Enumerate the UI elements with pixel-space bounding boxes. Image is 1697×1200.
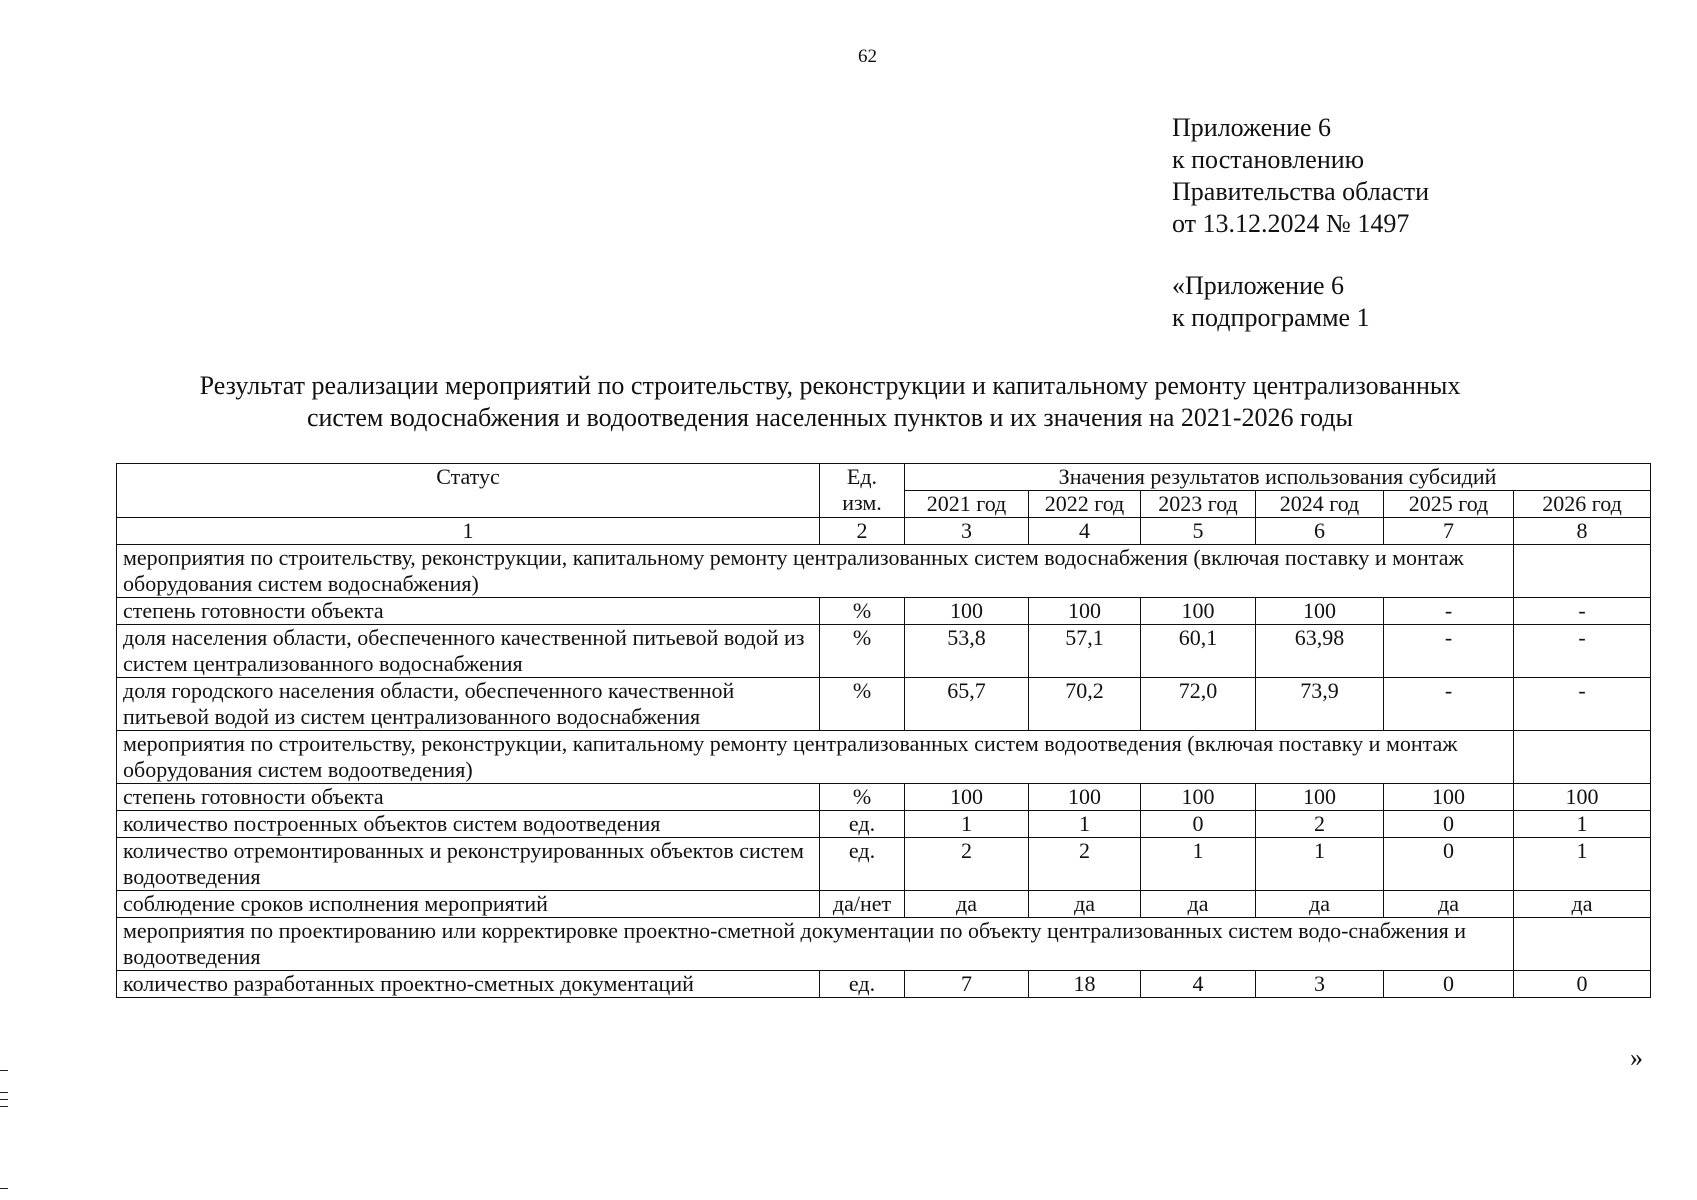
value-cell: - xyxy=(1514,625,1651,678)
appendix-line: «Приложение 6 xyxy=(1172,271,1345,300)
value-cell: 100 xyxy=(1029,784,1141,811)
value-cell: 0 xyxy=(1141,811,1256,838)
value-cell: да xyxy=(1384,891,1514,918)
indicator-name: доля населения области, обеспеченного качественной питьевой водой из систем централизованного водоснабжения xyxy=(117,625,820,678)
value-cell: 1 xyxy=(905,811,1029,838)
value-cell: 100 xyxy=(1141,784,1256,811)
value-cell: 100 xyxy=(905,598,1029,625)
value-cell: 0 xyxy=(1384,838,1514,891)
indicator-name: степень готовности объекта xyxy=(117,784,820,811)
value-cell: - xyxy=(1384,625,1514,678)
value-cell: 7 xyxy=(905,971,1029,998)
header-column-number: 7 xyxy=(1384,518,1514,545)
value-cell: 57,1 xyxy=(1029,625,1141,678)
scan-edge-mark xyxy=(0,1106,8,1107)
table-row xyxy=(117,598,1651,625)
header-year: 2023 год xyxy=(1141,491,1256,518)
unit-cell: % xyxy=(820,784,905,811)
unit-cell: % xyxy=(820,678,905,731)
header-year: 2022 год xyxy=(1029,491,1141,518)
value-cell: да xyxy=(1141,891,1256,918)
value-cell: 100 xyxy=(1384,784,1514,811)
value-cell: 70,2 xyxy=(1029,678,1141,731)
appendix-line: к постановлению xyxy=(1172,145,1365,174)
header-year: 2026 год xyxy=(1514,491,1651,518)
header-values-group: Значения результатов использования субсидий xyxy=(905,464,1651,491)
value-cell: - xyxy=(1514,598,1651,625)
value-cell: 2 xyxy=(1029,838,1141,891)
value-cell: 1 xyxy=(1256,838,1384,891)
value-cell: 73,9 xyxy=(1256,678,1384,731)
header-column-number: 2 xyxy=(820,518,905,545)
value-cell: да xyxy=(1514,891,1651,918)
section-title: мероприятия по проектированию или корректировке проектно-сметной документации по объекту централизованных систем водо-снабжения и водоотведения xyxy=(117,918,1514,971)
unit-cell: % xyxy=(820,598,905,625)
section-empty-cell xyxy=(1514,918,1651,971)
value-cell: 53,8 xyxy=(905,625,1029,678)
closing-quote: » xyxy=(1630,1043,1643,1072)
table-row xyxy=(117,678,1651,731)
header-column-number: 5 xyxy=(1141,518,1256,545)
indicator-name: степень готовности объекта xyxy=(117,598,820,625)
value-cell: 18 xyxy=(1029,971,1141,998)
appendix-line: Правительства области xyxy=(1172,177,1430,206)
value-cell: 0 xyxy=(1384,811,1514,838)
indicator-name: количество отремонтированных и реконструированных объектов систем водоотведения xyxy=(117,838,820,891)
value-cell: 100 xyxy=(1256,784,1384,811)
table-row xyxy=(117,971,1651,998)
value-cell: 63,98 xyxy=(1256,625,1384,678)
value-cell: 100 xyxy=(1256,598,1384,625)
header-column-number: 3 xyxy=(905,518,1029,545)
value-cell: да xyxy=(905,891,1029,918)
value-cell: - xyxy=(1514,678,1651,731)
section-empty-cell xyxy=(1514,545,1651,598)
value-cell: 60,1 xyxy=(1141,625,1256,678)
unit-cell: ед. xyxy=(820,971,905,998)
header-status: Статус xyxy=(117,464,820,518)
appendix-block xyxy=(1172,112,1429,334)
scan-edge-mark xyxy=(0,1188,8,1189)
appendix-line: Приложение 6 xyxy=(1172,113,1332,142)
document-title xyxy=(120,370,1540,434)
title-line: систем водоснабжения и водоотведения населенных пунктов и их значения на 2021-2026 годы xyxy=(306,403,1354,432)
table-row xyxy=(117,811,1651,838)
section-row xyxy=(117,545,1651,598)
header-column-number: 4 xyxy=(1029,518,1141,545)
scan-edge-mark xyxy=(0,1070,8,1071)
value-cell: 4 xyxy=(1141,971,1256,998)
value-cell: 100 xyxy=(1141,598,1256,625)
appendix-line: к подпрограмме 1 xyxy=(1172,303,1370,332)
header-unit: Ед. изм. xyxy=(820,464,905,518)
unit-cell: да/нет xyxy=(820,891,905,918)
header-year: 2025 год xyxy=(1384,491,1514,518)
value-cell: да xyxy=(1256,891,1384,918)
header-year: 2024 год xyxy=(1256,491,1384,518)
indicator-name: соблюдение сроков исполнения мероприятий xyxy=(117,891,820,918)
header-column-number: 1 xyxy=(117,518,820,545)
header-column-number: 6 xyxy=(1256,518,1384,545)
value-cell: 1 xyxy=(1141,838,1256,891)
section-row xyxy=(117,918,1651,971)
header-column-number: 8 xyxy=(1514,518,1651,545)
value-cell: 2 xyxy=(905,838,1029,891)
table-row xyxy=(117,784,1651,811)
indicator-name: количество разработанных проектно-сметных документаций xyxy=(117,971,820,998)
value-cell: 1 xyxy=(1029,811,1141,838)
value-cell: 100 xyxy=(1514,784,1651,811)
section-title: мероприятия по строительству, реконструкции, капитальному ремонту централизованных систем водоснабжения (включая поставку и монтаж оборудования систем водоснабжения) xyxy=(117,545,1514,598)
unit-cell: % xyxy=(820,625,905,678)
value-cell: 100 xyxy=(905,784,1029,811)
value-cell: 1 xyxy=(1514,811,1651,838)
scan-edge-mark xyxy=(0,1092,8,1093)
value-cell: - xyxy=(1384,678,1514,731)
value-cell: 0 xyxy=(1384,971,1514,998)
table-row xyxy=(117,838,1651,891)
value-cell: 0 xyxy=(1514,971,1651,998)
results-table xyxy=(116,463,1651,998)
value-cell: 100 xyxy=(1029,598,1141,625)
unit-cell: ед. xyxy=(820,811,905,838)
value-cell: 72,0 xyxy=(1141,678,1256,731)
value-cell: - xyxy=(1384,598,1514,625)
section-title: мероприятия по строительству, реконструкции, капитальному ремонту централизованных систем водоотведения (включая поставку и монтаж оборудования систем водоотведения) xyxy=(117,731,1514,784)
section-row xyxy=(117,731,1651,784)
value-cell: 3 xyxy=(1256,971,1384,998)
indicator-name: количество построенных объектов систем водоотведения xyxy=(117,811,820,838)
indicator-name: доля городского населения области, обеспеченного качественной питьевой водой из систем централизованного водоснабжения xyxy=(117,678,820,731)
value-cell: 1 xyxy=(1514,838,1651,891)
value-cell: 65,7 xyxy=(905,678,1029,731)
section-empty-cell xyxy=(1514,731,1651,784)
title-line: Результат реализации мероприятий по строительству, реконструкции и капитальному ремонту централизованных xyxy=(199,371,1461,400)
header-year: 2021 год xyxy=(905,491,1029,518)
table-row xyxy=(117,891,1651,918)
value-cell: 2 xyxy=(1256,811,1384,838)
scan-edge-mark xyxy=(0,1099,8,1100)
page-number: 62 xyxy=(858,46,877,67)
table-row xyxy=(117,625,1651,678)
unit-cell: ед. xyxy=(820,838,905,891)
value-cell: да xyxy=(1029,891,1141,918)
appendix-line: от 13.12.2024 № 1497 xyxy=(1172,209,1410,238)
